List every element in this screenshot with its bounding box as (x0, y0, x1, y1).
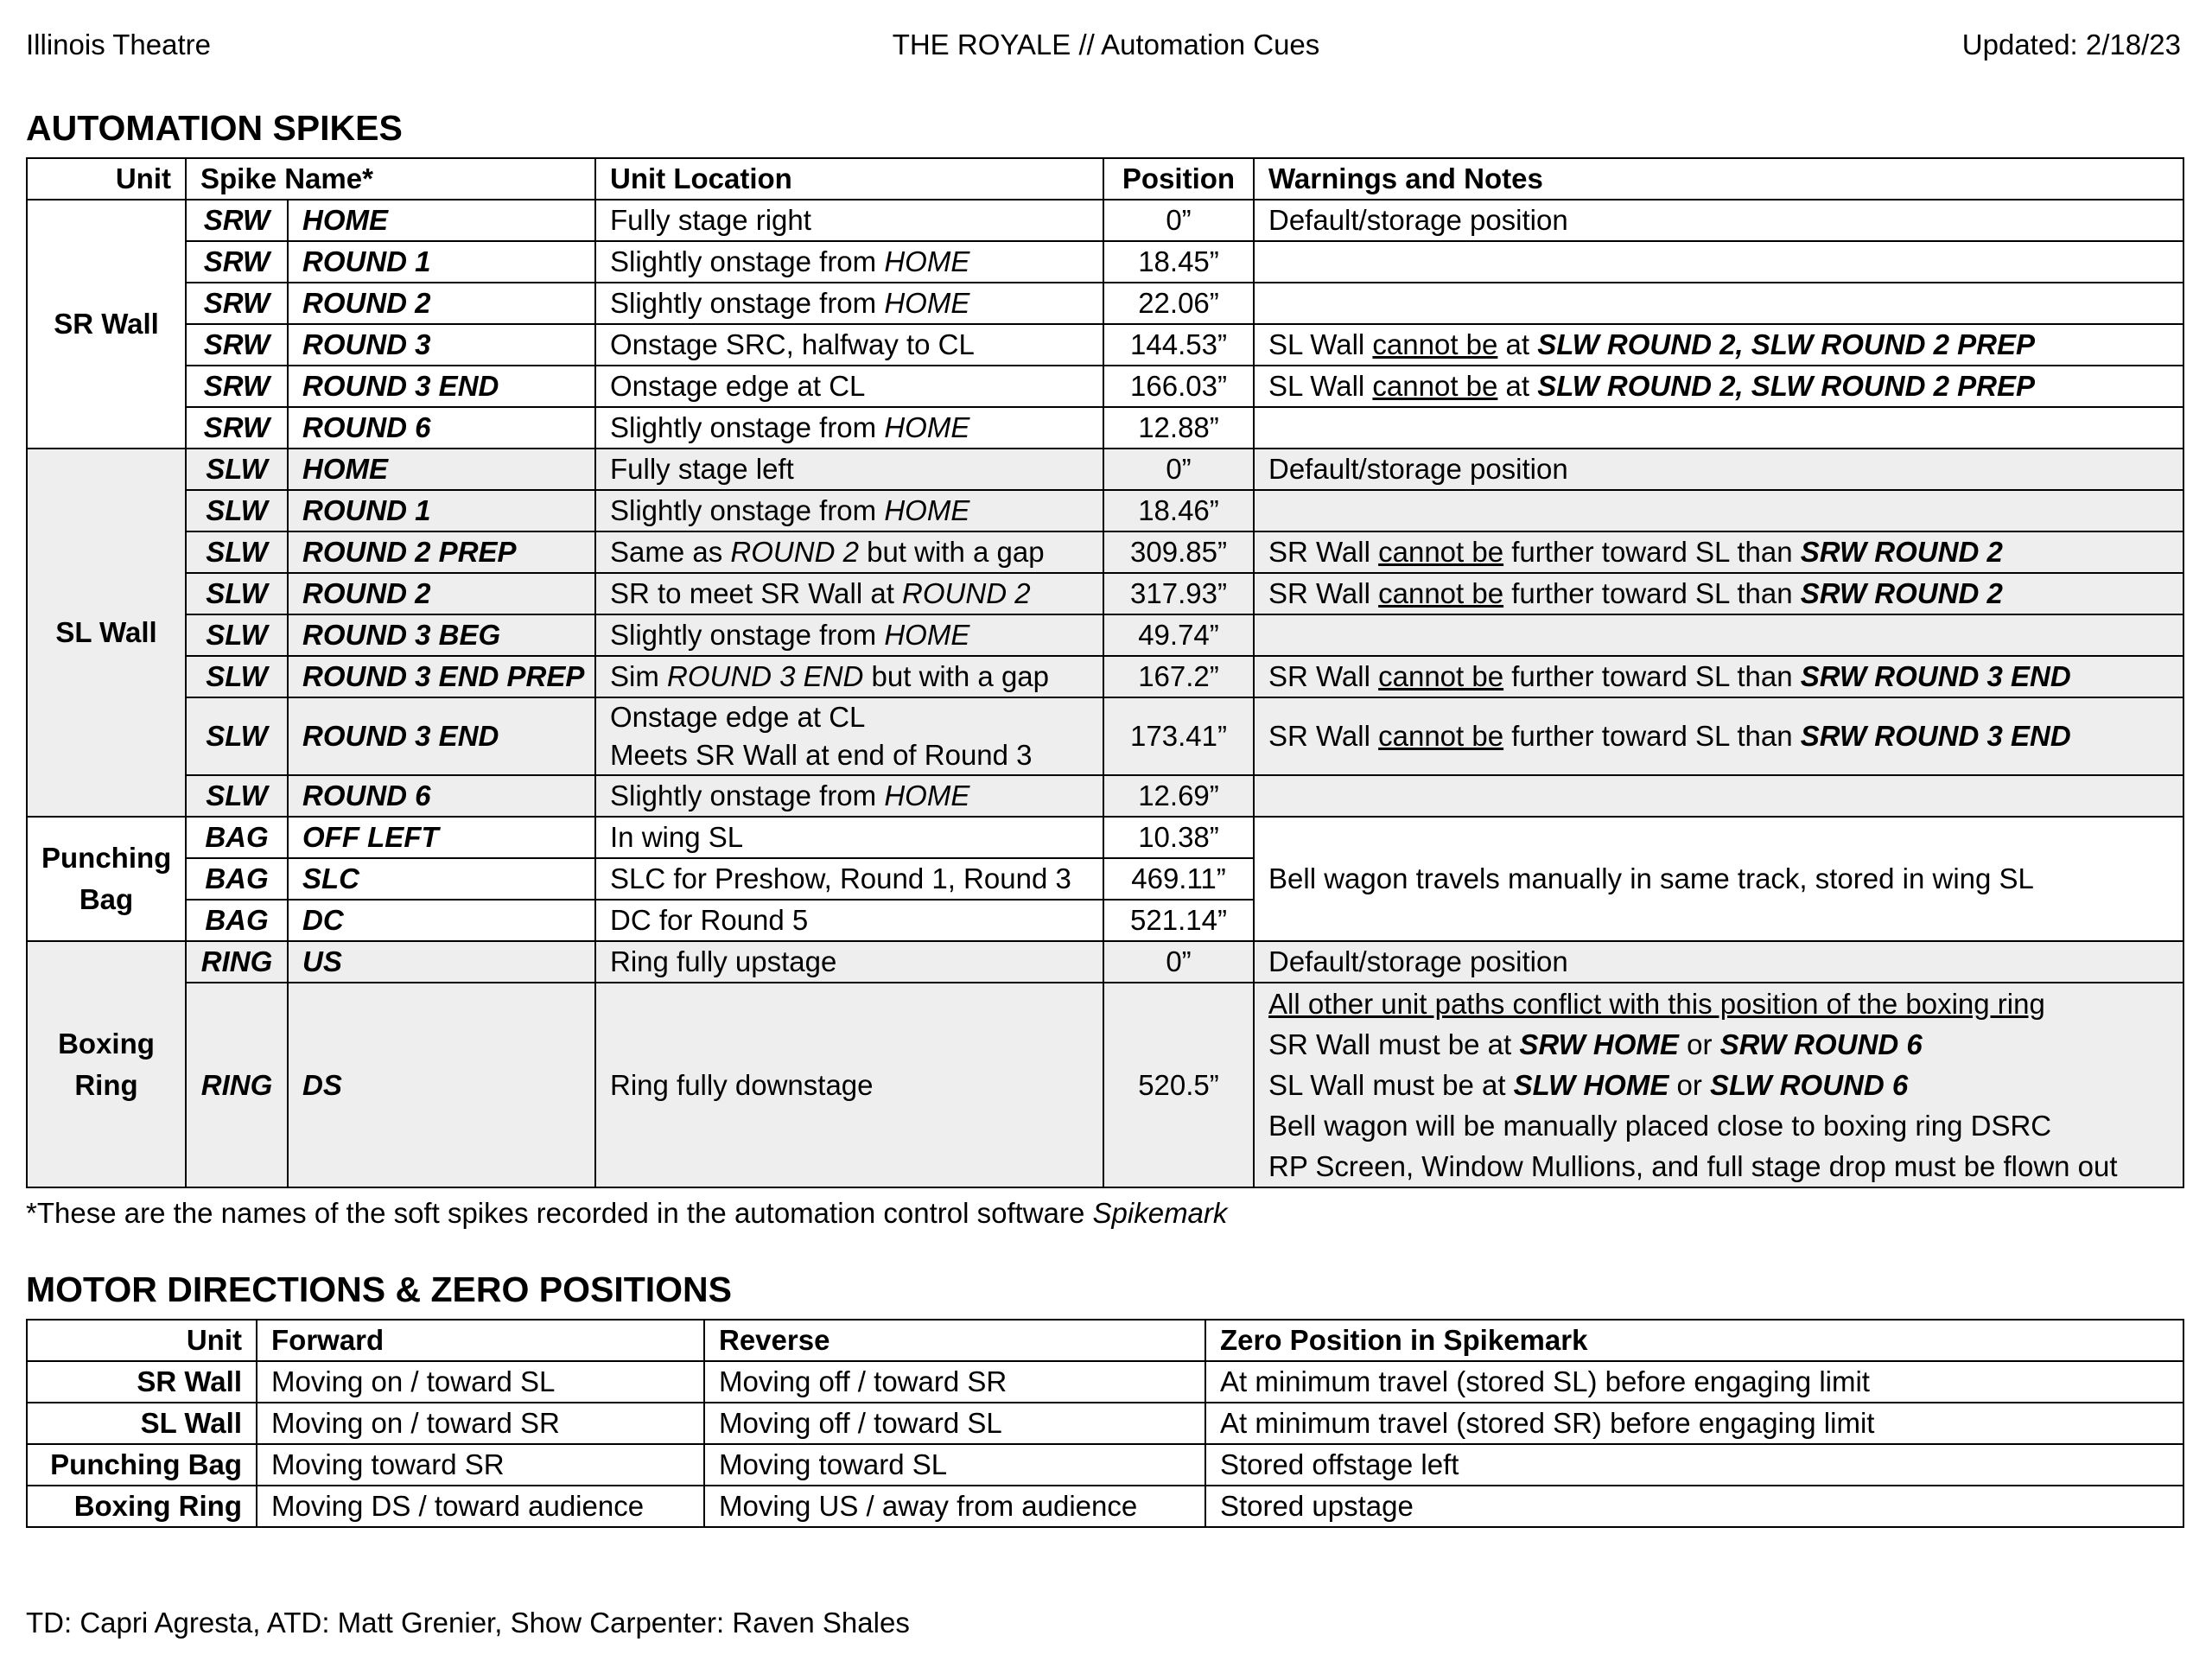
forward-direction: Moving DS / toward audience (257, 1486, 704, 1527)
unit-location (595, 324, 1103, 366)
text-run: but with a gap (858, 536, 1045, 568)
reverse-direction: Moving off / toward SL (704, 1403, 1205, 1444)
spike-position: 166.03” (1103, 366, 1254, 407)
motor-unit: Punching Bag (27, 1444, 257, 1486)
warnings-notes (1254, 531, 2183, 573)
column-header-reverse: Reverse (704, 1320, 1205, 1361)
spike-prefix: SRW (186, 366, 288, 407)
warnings-notes (1254, 241, 2183, 283)
unit-location (595, 656, 1103, 697)
spike-name: ROUND 6 (288, 407, 595, 449)
table-row (27, 283, 2183, 324)
unit-location (595, 697, 1103, 775)
text-run: further toward SL than (1503, 720, 1801, 752)
table-row (27, 775, 2183, 817)
spike-prefix: SLW (186, 531, 288, 573)
text-run: Slightly onstage from (610, 619, 885, 651)
text-run: cannot be (1372, 370, 1498, 402)
text-run: SLW ROUND 2, SLW ROUND 2 PREP (1537, 328, 2035, 360)
text-run: Ring fully upstage (610, 945, 837, 977)
text-run: SRW ROUND 2 (1800, 536, 2003, 568)
warnings-notes (1254, 407, 2183, 449)
column-header-forward: Forward (257, 1320, 704, 1361)
spike-name: DC (288, 900, 595, 941)
table-row (27, 614, 2183, 656)
column-header-position: Position (1103, 158, 1254, 200)
spike-name: ROUND 3 END (288, 366, 595, 407)
spike-prefix: SLW (186, 775, 288, 817)
spike-name: ROUND 6 (288, 775, 595, 817)
spike-name: ROUND 2 PREP (288, 531, 595, 573)
spike-position: 520.5” (1103, 983, 1254, 1187)
text-run: Default/storage position (1268, 204, 1568, 236)
forward-direction: Moving on / toward SR (257, 1403, 704, 1444)
warnings-notes (1254, 573, 2183, 614)
unit-location (595, 449, 1103, 490)
warnings-notes (1254, 490, 2183, 531)
text-run: Ring fully downstage (610, 1068, 874, 1101)
text-run: SRW ROUND 3 END (1800, 660, 2071, 692)
spike-name: ROUND 3 END PREP (288, 656, 595, 697)
note-line (1268, 1024, 2169, 1065)
organization-name: Illinois Theatre (26, 29, 212, 60)
table-row (27, 697, 2183, 775)
text-run: SR Wall (1268, 720, 1379, 752)
column-header-unit: Unit (27, 1320, 257, 1361)
reverse-direction: Moving off / toward SR (704, 1361, 1205, 1403)
text-run: ROUND 2 (730, 536, 859, 568)
spike-prefix: SLW (186, 697, 288, 775)
zero-position: At minimum travel (stored SR) before engaging limit (1205, 1403, 2183, 1444)
spike-name: US (288, 941, 595, 983)
spike-name: SLC (288, 858, 595, 900)
text-run: HOME (884, 411, 970, 443)
spike-prefix: BAG (186, 817, 288, 858)
spike-prefix: SRW (186, 407, 288, 449)
warnings-notes (1254, 283, 2183, 324)
warnings-notes (1254, 449, 2183, 490)
spike-prefix: SRW (186, 324, 288, 366)
spike-position: 22.06” (1103, 283, 1254, 324)
zero-position: Stored upstage (1205, 1486, 2183, 1527)
text-run: cannot be (1378, 536, 1504, 568)
spike-position: 167.2” (1103, 656, 1254, 697)
spike-position: 317.93” (1103, 573, 1254, 614)
text-run: further toward SL than (1503, 536, 1801, 568)
reverse-direction: Moving US / away from audience (704, 1486, 1205, 1527)
note-line (1268, 1065, 2169, 1105)
unit-group-label: Punching Bag (27, 817, 186, 941)
text-run: RP Screen, Window Mullions, and full stage drop must be flown out (1268, 1150, 2118, 1182)
text-run: Bell wagon will be manually placed close to boxing ring DSRC (1268, 1110, 2052, 1142)
warnings-notes: Bell wagon travels manually in same track, stored in wing SL (1254, 817, 2183, 941)
spike-prefix: BAG (186, 858, 288, 900)
spike-name: ROUND 3 BEG (288, 614, 595, 656)
text-run: SR Wall (1268, 660, 1379, 692)
spike-position: 49.74” (1103, 614, 1254, 656)
spike-prefix: RING (186, 941, 288, 983)
text-run: SLW HOME (1513, 1069, 1669, 1101)
location-line: Onstage edge at CL (610, 701, 866, 733)
table-row (27, 656, 2183, 697)
table-row (27, 200, 2183, 241)
text-run: SL Wall must be at (1268, 1069, 1514, 1101)
spike-position: 309.85” (1103, 531, 1254, 573)
text-run: or (1678, 1028, 1720, 1060)
spike-prefix: SLW (186, 573, 288, 614)
text-run: SL Wall (1268, 328, 1373, 360)
spike-position: 521.14” (1103, 900, 1254, 941)
forward-direction: Moving on / toward SL (257, 1361, 704, 1403)
unit-location (595, 283, 1103, 324)
text-run: further toward SL than (1503, 577, 1801, 609)
reverse-direction: Moving toward SL (704, 1444, 1205, 1486)
spike-position: 18.45” (1103, 241, 1254, 283)
spike-prefix: SLW (186, 449, 288, 490)
text-run: at (1497, 370, 1538, 402)
spike-prefix: BAG (186, 900, 288, 941)
unit-location (595, 900, 1103, 941)
text-run: HOME (884, 619, 970, 651)
warnings-notes (1254, 614, 2183, 656)
spike-name: DS (288, 983, 595, 1187)
text-run: cannot be (1378, 720, 1504, 752)
warnings-notes (1254, 200, 2183, 241)
spike-position: 0” (1103, 200, 1254, 241)
unit-location (595, 983, 1103, 1187)
text-run: SLC for Preshow, Round 1, Round 3 (610, 862, 1071, 894)
column-header-unit-location: Unit Location (595, 158, 1103, 200)
spike-name: HOME (288, 449, 595, 490)
text-run: In wing SL (610, 821, 744, 853)
warnings-notes (1254, 697, 2183, 775)
unit-location (595, 200, 1103, 241)
spike-name: OFF LEFT (288, 817, 595, 858)
spike-name: ROUND 3 (288, 324, 595, 366)
text-run: DC for Round 5 (610, 904, 809, 936)
text-run: SR Wall must be at (1268, 1028, 1520, 1060)
spike-position: 173.41” (1103, 697, 1254, 775)
spike-name: ROUND 2 (288, 573, 595, 614)
text-run: ROUND 2 (902, 577, 1031, 609)
spike-prefix: SLW (186, 490, 288, 531)
text-run: further toward SL than (1503, 660, 1801, 692)
unit-location (595, 941, 1103, 983)
text-run: Fully stage left (610, 453, 794, 485)
unit-location (595, 531, 1103, 573)
table-row (27, 1486, 2183, 1527)
spike-position: 0” (1103, 449, 1254, 490)
text-run: cannot be (1372, 328, 1498, 360)
unit-location (595, 407, 1103, 449)
spike-name: ROUND 1 (288, 241, 595, 283)
table-row (27, 241, 2183, 283)
text-run: Sim (610, 660, 667, 692)
automation-spikes-table (26, 157, 2184, 1188)
warnings-notes (1254, 941, 2183, 983)
table-row (27, 941, 2183, 983)
column-header-unit: Unit (27, 158, 186, 200)
text-run: Slightly onstage from (610, 411, 885, 443)
column-header-warnings-notes: Warnings and Notes (1254, 158, 2183, 200)
table-row (27, 1403, 2183, 1444)
text-run: SRW HOME (1519, 1028, 1679, 1060)
table-row (27, 490, 2183, 531)
text-run: SR to meet SR Wall at (610, 577, 903, 609)
spike-position: 12.88” (1103, 407, 1254, 449)
location-line: Meets SR Wall at end of Round 3 (610, 739, 1033, 771)
spike-name: ROUND 2 (288, 283, 595, 324)
warnings-notes (1254, 366, 2183, 407)
unit-location (595, 775, 1103, 817)
table-row (27, 573, 2183, 614)
unit-location (595, 366, 1103, 407)
table-row (27, 1361, 2183, 1403)
spike-position: 18.46” (1103, 490, 1254, 531)
spike-prefix: SRW (186, 241, 288, 283)
text-run: but with a gap (863, 660, 1050, 692)
spike-position: 469.11” (1103, 858, 1254, 900)
text-run: Slightly onstage from (610, 780, 885, 811)
motor-directions-table (26, 1319, 2184, 1528)
motor-directions-heading: MOTOR DIRECTIONS & ZERO POSITIONS (26, 1270, 733, 1309)
text-run: HOME (884, 494, 970, 526)
unit-location (595, 241, 1103, 283)
warnings-notes (1254, 775, 2183, 817)
unit-location (595, 817, 1103, 858)
spike-prefix: RING (186, 983, 288, 1187)
warnings-notes (1254, 324, 2183, 366)
text-run: Onstage SRC, halfway to CL (610, 328, 975, 360)
text-run: SR Wall (1268, 577, 1379, 609)
table-row (27, 983, 2183, 1187)
column-header-spike-name: Spike Name* (186, 158, 595, 200)
zero-position: Stored offstage left (1205, 1444, 2183, 1486)
text-run: ROUND 3 END (667, 660, 864, 692)
column-header-zero-position: Zero Position in Spikemark (1205, 1320, 2183, 1361)
unit-location (595, 490, 1103, 531)
spike-prefix: SLW (186, 614, 288, 656)
crew-credits: TD: Capri Agresta, ATD: Matt Grenier, Show Carpenter: Raven Shales (26, 1607, 910, 1639)
text-run: Onstage edge at CL (610, 370, 866, 402)
spike-name: ROUND 1 (288, 490, 595, 531)
motor-unit: SL Wall (27, 1403, 257, 1444)
text-run: SR Wall (1268, 536, 1379, 568)
spikes-header-row (27, 158, 2183, 200)
spike-prefix: SRW (186, 283, 288, 324)
spike-name: ROUND 3 END (288, 697, 595, 775)
updated-date: Updated: 2/18/23 (1961, 29, 2181, 60)
table-row (27, 449, 2183, 490)
table-row (27, 531, 2183, 573)
spike-prefix: SRW (186, 200, 288, 241)
unit-group-label: Boxing Ring (27, 941, 186, 1187)
text-run: SLW ROUND 2, SLW ROUND 2 PREP (1537, 370, 2035, 402)
motor-header-row (27, 1320, 2183, 1361)
note-line (1268, 1146, 2169, 1187)
text-run: HOME (884, 287, 970, 319)
spike-position: 0” (1103, 941, 1254, 983)
text-run: Slightly onstage from (610, 287, 885, 319)
text-run: HOME (884, 780, 970, 811)
spikes-footnote (26, 1194, 1227, 1232)
text-run: HOME (884, 245, 970, 277)
warnings-notes (1254, 983, 2183, 1187)
table-row (27, 324, 2183, 366)
text-run: Slightly onstage from (610, 245, 885, 277)
text-run: SLW ROUND 6 (1710, 1069, 1909, 1101)
text-run: Fully stage right (610, 204, 811, 236)
warnings-notes (1254, 656, 2183, 697)
zero-position: At minimum travel (stored SL) before engaging limit (1205, 1361, 2183, 1403)
spike-position: 12.69” (1103, 775, 1254, 817)
text-run: SRW ROUND 3 END (1800, 720, 2071, 752)
unit-location (595, 614, 1103, 656)
document-title: THE ROYALE // Automation Cues (892, 29, 1320, 60)
unit-group-label: SL Wall (27, 449, 186, 817)
motor-unit: SR Wall (27, 1361, 257, 1403)
table-row (27, 407, 2183, 449)
footnote-software-name: Spikemark (1092, 1197, 1228, 1229)
footnote-text: *These are the names of the soft spikes recorded in the automation control software (26, 1197, 1093, 1229)
note-line (1268, 983, 2169, 1024)
automation-spikes-heading: AUTOMATION SPIKES (26, 108, 403, 148)
spike-prefix: SLW (186, 656, 288, 697)
text-run: at (1497, 328, 1538, 360)
table-row (27, 817, 2183, 858)
table-row (27, 1444, 2183, 1486)
forward-direction: Moving toward SR (257, 1444, 704, 1486)
spike-name: HOME (288, 200, 595, 241)
text-run: All other unit paths conflict with this position of the boxing ring (1268, 988, 2045, 1020)
text-run: Default/storage position (1268, 453, 1568, 485)
table-row (27, 366, 2183, 407)
text-run: SRW ROUND 2 (1800, 577, 2003, 609)
unit-location (595, 858, 1103, 900)
text-run: or (1669, 1069, 1711, 1101)
text-run: cannot be (1378, 660, 1504, 692)
location-lines (610, 698, 1089, 774)
spike-position: 144.53” (1103, 324, 1254, 366)
text-run: SL Wall (1268, 370, 1373, 402)
note-line (1268, 1105, 2169, 1146)
text-run: Default/storage position (1268, 945, 1568, 977)
unit-group-label: SR Wall (27, 200, 186, 449)
text-run: SRW ROUND 6 (1719, 1028, 1923, 1060)
text-run: cannot be (1378, 577, 1504, 609)
text-run: Same as (610, 536, 731, 568)
spike-position: 10.38” (1103, 817, 1254, 858)
motor-unit: Boxing Ring (27, 1486, 257, 1527)
unit-location (595, 573, 1103, 614)
text-run: Slightly onstage from (610, 494, 885, 526)
